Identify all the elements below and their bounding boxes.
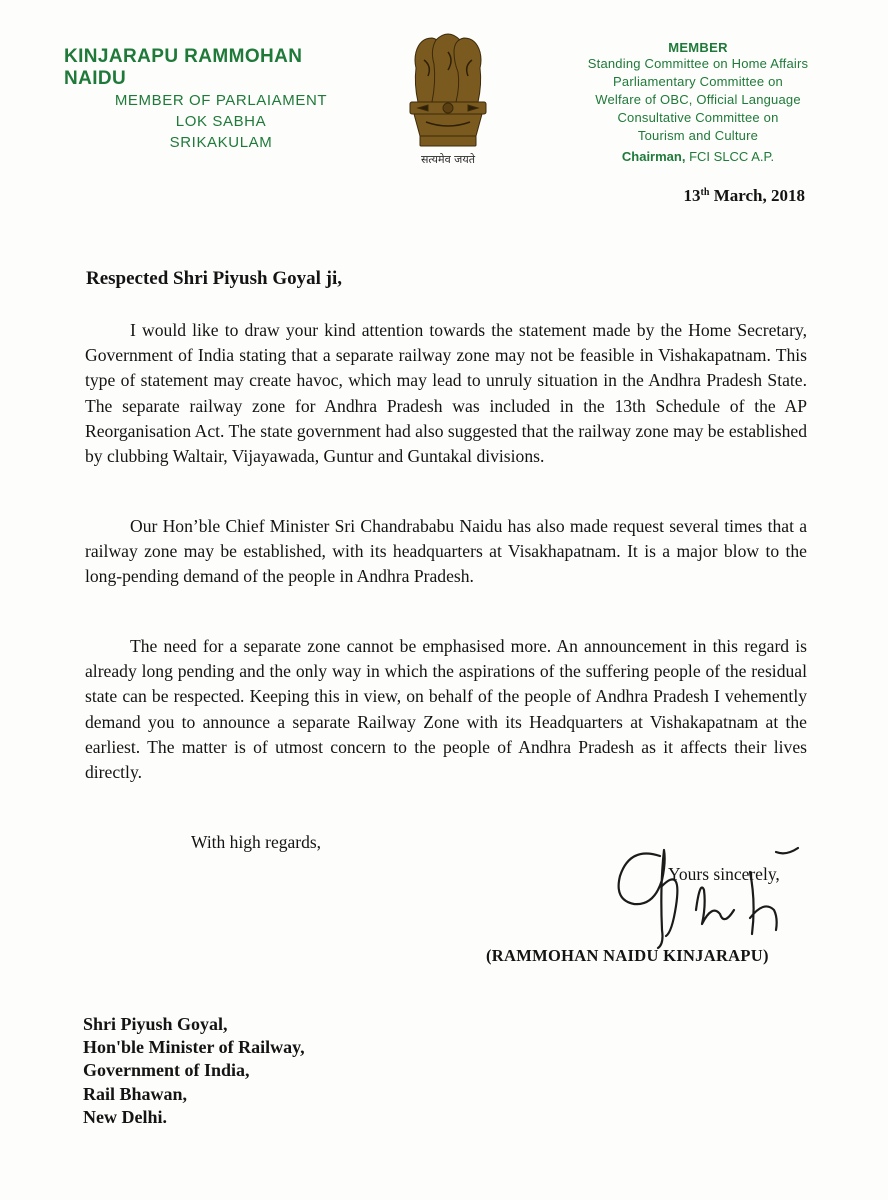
letterhead-right [548, 40, 848, 167]
sender-house: LOK SABHA [175, 113, 267, 130]
salutation: Respected Shri Piyush Goyal ji, [86, 268, 342, 289]
sender-title: MEMBER OF PARLAIAMENT [114, 92, 328, 109]
letterhead-left [64, 46, 364, 153]
body-paragraph-1: I would like to draw your kind attention towards the statement made by the Home Secretary, Government of India stating that a separate railway zone may not be feasible in Vishakapatnam. This type of statement may create havoc, which may lead to unruly situation in the Andhra Pradesh State. The separate railway zone for Andhra Pradesh was included in the 13th Schedule of the AP Reorganisation Act. The state government had also suggested that the railway zone may be established by clubbing Waltair, Vijayawada, Guntur and Guntakal divisions. [85, 320, 807, 467]
addressee-line: New Delhi. [83, 1106, 167, 1127]
chairman-org: FCI SLCC A.P. [689, 149, 775, 164]
body-paragraph-3: The need for a separate zone cannot be emphasised more. An announcement in this regard is already long pending and the only way in which the aspirations of the suffering people of the residual state can be respected. Keeping this in view, on behalf of the people of Andhra Pradesh I vehemently demand you to announce a separate Railway Zone with its Headquarters at Vishakapatnam at the earliest. The matter is of utmost concern to the people of Andhra Pradesh as it affects their lives directly. [85, 636, 807, 783]
addressee-line: Hon'ble Minister of Railway, [83, 1037, 305, 1058]
addressee-block [83, 1013, 305, 1129]
letter-date [580, 186, 805, 206]
closing-sincerely: Yours sincerely, [668, 864, 780, 884]
committee-line: Welfare of OBC, Official Language [595, 92, 801, 107]
member-heading: MEMBER [668, 40, 728, 55]
addressee-line: Rail Bhawan, [83, 1083, 188, 1104]
body-paragraph-2: Our Hon’ble Chief Minister Sri Chandrababu Naidu has also made request several times that a railway zone may be established, with its headquarters at Visakhapatnam. It is a major blow to the long-pending demand of the people in Andhra Pradesh. [85, 516, 807, 587]
chairman-label: Chairman, [621, 149, 686, 164]
date-rest: March, 2018 [713, 186, 805, 205]
addressee-line: Shri Piyush Goyal, [83, 1014, 228, 1034]
handwritten-signature [600, 826, 815, 956]
sender-constituency: SRIKAKULAM [169, 134, 273, 151]
committee-line: Standing Committee on Home Affairs [587, 56, 809, 71]
committee-line: Parliamentary Committee on [613, 74, 783, 89]
date-day: 13 [683, 186, 701, 205]
committee-line: Consultative Committee on [617, 110, 779, 125]
addressee-line: Government of India, [83, 1060, 250, 1081]
signatory-name: (RAMMOHAN NAIDU KINJARAPU) [486, 946, 769, 965]
closing-regards: With high regards, [191, 832, 322, 852]
date-suffix: th [700, 187, 710, 198]
chairman-line [548, 147, 848, 167]
sender-name: KINJARAPU RAMMOHAN NAIDU [64, 46, 303, 89]
emblem-motto: सत्यमेव जयते [420, 153, 475, 166]
committee-line: Tourism and Culture [637, 128, 759, 143]
